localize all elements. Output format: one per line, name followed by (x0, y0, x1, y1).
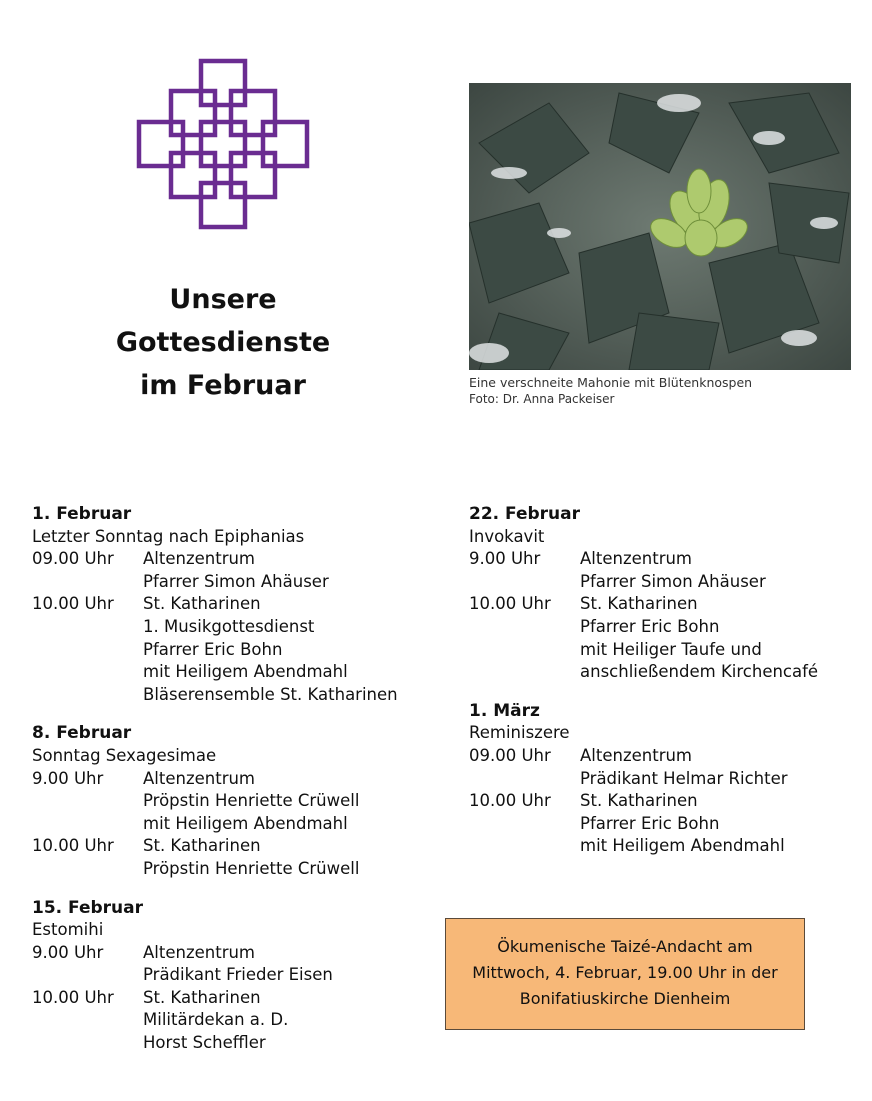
service-line: Pröpstin Henriette Crüwell (143, 858, 360, 878)
service-day (469, 700, 849, 858)
cross-of-squares-icon (136, 58, 310, 230)
service-line: anschließendem Kirchencafé (580, 662, 819, 682)
service-line: St. Katharinen (143, 836, 261, 856)
title-line: im Februar (140, 370, 306, 401)
service-line: Prädikant Frieder Eisen (143, 965, 333, 985)
service-time: 10.00 Uhr (32, 987, 114, 1007)
service-entry (32, 835, 452, 880)
service-date: 22. Februar (469, 504, 580, 524)
service-time: 10.00 Uhr (469, 594, 551, 614)
service-entry (32, 593, 452, 706)
service-time: 09.00 Uhr (32, 549, 114, 569)
service-date: 1. März (469, 700, 540, 721)
service-line: Pröpstin Henriette Crüwell (143, 791, 360, 811)
photo-credit: Foto: Dr. Anna Packeiser (469, 392, 615, 406)
photo-caption (469, 375, 752, 407)
title-line: Unsere (169, 284, 277, 315)
notice-line: Bonifatiuskirche Dienheim (519, 989, 731, 1008)
service-line: Pfarrer Eric Bohn (580, 616, 720, 636)
service-line: mit Heiliger Taufe und (580, 639, 762, 659)
service-time: 09.00 Uhr (469, 745, 551, 765)
service-line: mit Heiligem Abendmahl (143, 662, 348, 682)
service-time: 10.00 Uhr (469, 791, 551, 811)
service-entry (32, 548, 452, 593)
notice-line: Mittwoch, 4. Februar, 19.00 Uhr in der (472, 963, 778, 982)
service-time: 10.00 Uhr (32, 836, 114, 856)
service-day (32, 897, 452, 1055)
service-line: St. Katharinen (580, 791, 698, 811)
service-line: St. Katharinen (580, 594, 698, 614)
service-occasion: Estomihi (32, 920, 104, 940)
service-line: mit Heiligem Abendmahl (143, 813, 348, 833)
service-entry (32, 768, 452, 836)
service-line: Altenzentrum (143, 549, 256, 569)
service-line: Horst Scheffler (143, 1033, 266, 1053)
services-right-column (469, 503, 849, 874)
service-occasion: Reminiszere (469, 723, 570, 743)
service-entry (469, 745, 849, 790)
service-date: 1. Februar (32, 504, 132, 524)
service-line: Altenzentrum (580, 549, 693, 569)
caption-text: Eine verschneite Mahonie mit Blütenknospen (469, 375, 753, 390)
service-day (32, 722, 452, 880)
title-line: Gottesdienste (115, 327, 331, 358)
service-line: Altenzentrum (143, 942, 256, 962)
service-time: 9.00 Uhr (32, 942, 104, 962)
service-time: 9.00 Uhr (469, 549, 541, 569)
service-entry (469, 593, 849, 683)
service-day (32, 503, 452, 706)
service-line: Pfarrer Eric Bohn (580, 813, 720, 833)
service-line: Pfarrer Simon Ahäuser (580, 571, 766, 591)
page-title (90, 278, 356, 407)
service-entry (469, 548, 849, 593)
service-occasion: Sonntag Sexagesimae (32, 745, 217, 765)
taize-notice-box (445, 918, 805, 1030)
service-time: 9.00 Uhr (32, 768, 104, 788)
service-line: Militärdekan a. D. (143, 1010, 289, 1030)
services-left-column (32, 503, 452, 1071)
service-date: 15. Februar (32, 897, 143, 918)
service-occasion: Invokavit (469, 526, 545, 546)
service-entry (32, 942, 452, 987)
service-entry (32, 987, 452, 1055)
service-day (469, 503, 849, 684)
service-line: Bläserensemble St. Katharinen (143, 684, 398, 704)
mahonia-photo (469, 83, 851, 370)
service-entry (469, 790, 849, 858)
notice-line: Ökumenische Taizé-Andacht am (497, 937, 753, 956)
service-line: Altenzentrum (143, 768, 256, 788)
service-time: 10.00 Uhr (32, 594, 114, 614)
service-line: Altenzentrum (580, 745, 693, 765)
service-line: Pfarrer Eric Bohn (143, 639, 283, 659)
service-date: 8. Februar (32, 723, 132, 744)
service-line: mit Heiligem Abendmahl (580, 836, 785, 856)
service-line: Pfarrer Simon Ahäuser (143, 571, 329, 591)
service-line: 1. Musikgottesdienst (143, 616, 315, 636)
service-occasion: Letzter Sonntag nach Epiphanias (32, 526, 305, 546)
service-line: St. Katharinen (143, 987, 261, 1007)
service-line: St. Katharinen (143, 594, 261, 614)
service-line: Prädikant Helmar Richter (580, 768, 788, 788)
